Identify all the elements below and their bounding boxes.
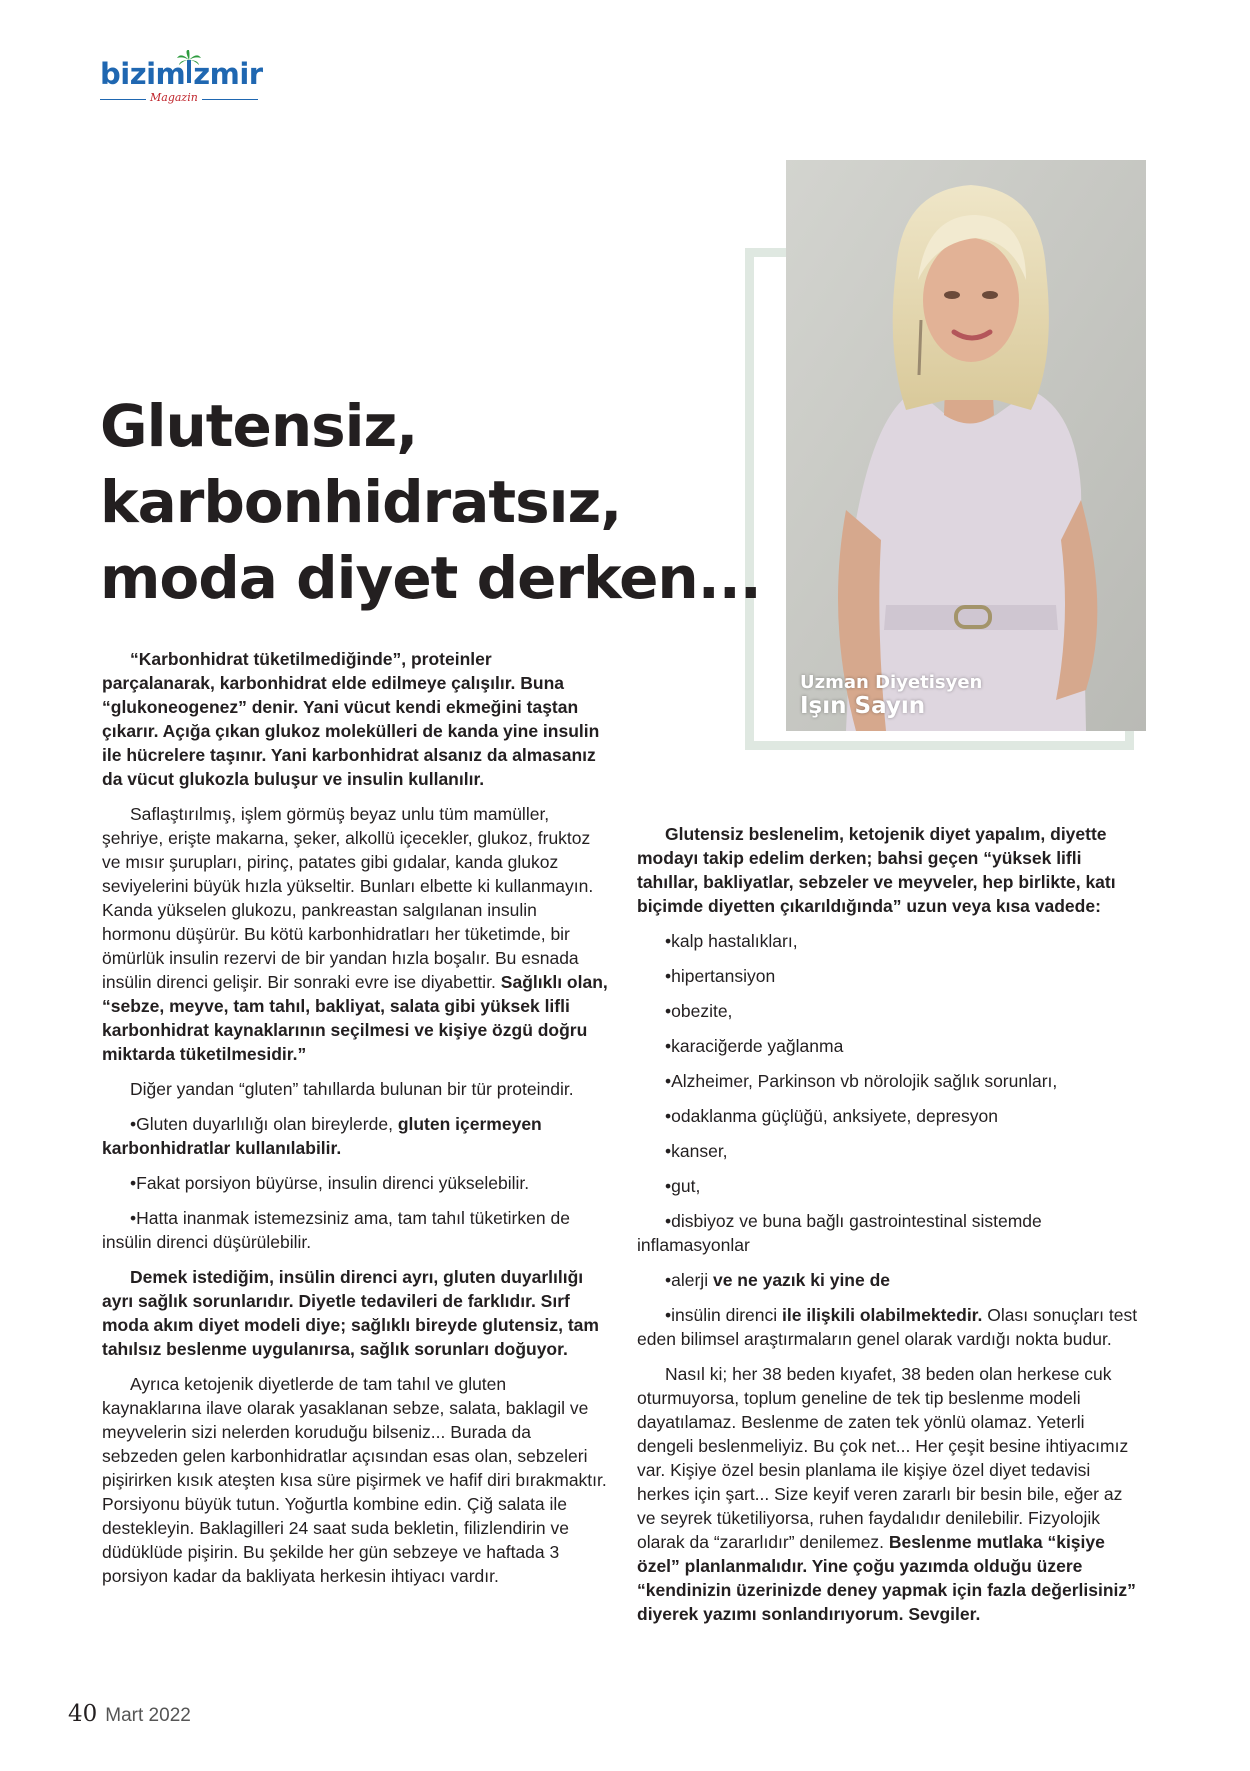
page-number: 40 bbox=[68, 1701, 98, 1727]
paragraph: “Karbonhidrat tüketilmediğinde”, proteinler parçalanarak, karbonhidrat elde edilmeye çalışılır. Buna “glukoneogenez” denir. Yani vücut kendi ekmeğini taştan çıkarır. Açığa çıkan glukoz molekülleri de kanda yine insulin ile hücrelere taşınır. Yani karbonhidrat alsanız da almasanız da vücut glukozla buluşur ve insulin kullanılır. bbox=[102, 649, 600, 789]
paragraph: Demek istediğim, insülin direnci ayrı, gluten duyarlılığı ayrı sağlık sorunlarıdır. Diyetle tedavileri de farklıdır. Sırf moda akım diyet modeli diye; sağlıklı bireyde glutensiz, tam tahılsız beslenme uygulanırsa, sağlık sorunları doğuyor. bbox=[102, 1267, 599, 1359]
list-item: •alerji ve ne yazık ki yine de bbox=[665, 1270, 891, 1290]
list-item: •kanser, bbox=[665, 1141, 728, 1161]
list-item: •gut, bbox=[665, 1176, 701, 1196]
paragraph: Ayrıca ketojenik diyetlerde de tam tahıl ve gluten kaynaklarına ilave olarak yasaklanan sebze, salata, baklagil ve meyvelerin sizi nelerden koruduğu bilseniz... Burada da sebzeden gelen karbonhidratlar açısından esas olan, sebzeleri pişirirken kısık ateşten kısa süre pişirmek ve hafif diri bırakmaktır. Porsiyonu büyük tutun. Yoğurtla kombine edin. Çiğ salata ile destekleyin. Baklagilleri 24 saat suda bekletin, filizlendirin ve düdüklüde pişirin. Bu şekilde her gün sebzeye ve haftada 3 porsiyon kadar da bakliyata herkesin ihtiyacı vardır. bbox=[102, 1374, 607, 1586]
list-item: •insülin direnci ile ilişkili olabilmektedir. Olası sonuçları test eden bilimsel araştırmaların genel olarak vardığı nokta budur. bbox=[637, 1305, 1138, 1349]
brand-name-part1: bizim bbox=[100, 57, 186, 91]
title-line-1: Glutensiz, bbox=[100, 392, 418, 460]
paragraph: Glutensiz beslenelim, ketojenik diyet yapalım, diyette modayı takip edelim derken; bahsi geçen “yüksek lifli tahıllar, bakliyatlar, sebzeler ve meyveler, hep birlikte, katı biçimde diyetten çıkarıldığında” uzun veya kısa vadede: bbox=[637, 824, 1116, 916]
list-item: •odaklanma güçlüğü, anksiyete, depresyon bbox=[665, 1106, 999, 1126]
list-item: •hipertansiyon bbox=[665, 966, 776, 986]
bullet-paragraph: •Hatta inanmak istemezsiniz ama, tam tahıl tüketirken de insülin direnci düşürülebilir. bbox=[102, 1208, 570, 1252]
article-column-left bbox=[102, 647, 609, 1599]
list-item: •kalp hastalıkları, bbox=[665, 931, 798, 951]
list-item: •disbiyoz ve buna bağlı gastrointestinal sistemde inflamasyonlar bbox=[637, 1211, 1042, 1255]
photo-caption-role: Uzman Diyetisyen bbox=[800, 672, 983, 693]
brand-subtitle: Magazin bbox=[146, 91, 202, 104]
title-line-2: karbonhidratsız, bbox=[100, 468, 622, 536]
author-photo bbox=[786, 160, 1146, 731]
brand-name-part2: zmir bbox=[193, 57, 263, 91]
issue-date: Mart 2022 bbox=[105, 1705, 191, 1726]
bullet-paragraph: •Gluten duyarlılığı olan bireylerde, gluten içermeyen karbonhidratlar kullanılabilir. bbox=[102, 1114, 542, 1158]
list-item: •karaciğerde yağlanma bbox=[665, 1036, 844, 1056]
page-footer bbox=[68, 1701, 191, 1727]
article-title bbox=[100, 388, 761, 616]
paragraph: Nasıl ki; her 38 beden kıyafet, 38 beden olan herkese cuk oturmuyorsa, toplum geneline de tek tip beslenme modeli dayatılamaz. Beslenme de zaten tek yönlü olamaz. Yeterli dengeli beslenmeliyiz. Bu çok net... Her çeşit besine ihtiyacımız var. Kişiye özel besin planlama ile kişiye özel diyet tedavisi herkes için şart... Size keyif veren zararlı bir besin bile, eğer az ve seyrek tüketiliyorsa, ruhen faydalıdır denilebilir. Fizyolojik olarak da “zararlıdır” denilemez. Beslenme mutlaka “kişiye özel” planlanmalıdır. Yine çoğu yazımda olduğu üzere “kendinizin üzerinizde deney yapmak için fazla değerlisiniz” diyerek yazımı sonlandırıyorum. Sevgiler. bbox=[637, 1364, 1136, 1624]
article-column-right bbox=[637, 822, 1142, 1637]
title-line-3: moda diyet derken... bbox=[100, 544, 761, 612]
paragraph: Saflaştırılmış, işlem görmüş beyaz unlu tüm mamüller, şehriye, erişte makarna, şeker, alkollü içecekler, glukoz, fruktoz ve mısır şurupları, pirinç, patates gibi gıdalar, kanda glukoz seviyelerini büyük hızla yükseltir. Bunları elbette ki kullanmayın. Kanda yükselen glukozu, pankreastan salgılanan insulin hormonu düşürür. Bu kötü karbonhidratları her tüketimde, bir ömürlük insulin rezervi de bir yandan hızla boşalır. Bu esnada insülin direnci gelişir. Bir sonraki evre ise diyabettir. Sağlıklı olan, “sebze, meyve, tam tahıl, bakliyat, salata gibi yüksek lifli karbonhidrat kaynaklarının seçilmesi ve kişiye özgü doğru miktarda tüketilmesidir.” bbox=[102, 804, 608, 1064]
photo-caption-name: Işın Sayın bbox=[800, 693, 926, 719]
bullet-paragraph: •Fakat porsiyon büyürse, insulin direnci yükselebilir. bbox=[130, 1173, 530, 1193]
list-item: •obezite, bbox=[665, 1001, 733, 1021]
paragraph: Diğer yandan “gluten” tahıllarda bulunan bir tür proteindir. bbox=[130, 1079, 574, 1099]
brand-wordmark bbox=[100, 57, 263, 91]
brand-logo bbox=[100, 57, 263, 104]
palm-tree-icon bbox=[185, 62, 193, 84]
list-item: •Alzheimer, Parkinson vb nörolojik sağlık sorunları, bbox=[665, 1071, 1058, 1091]
